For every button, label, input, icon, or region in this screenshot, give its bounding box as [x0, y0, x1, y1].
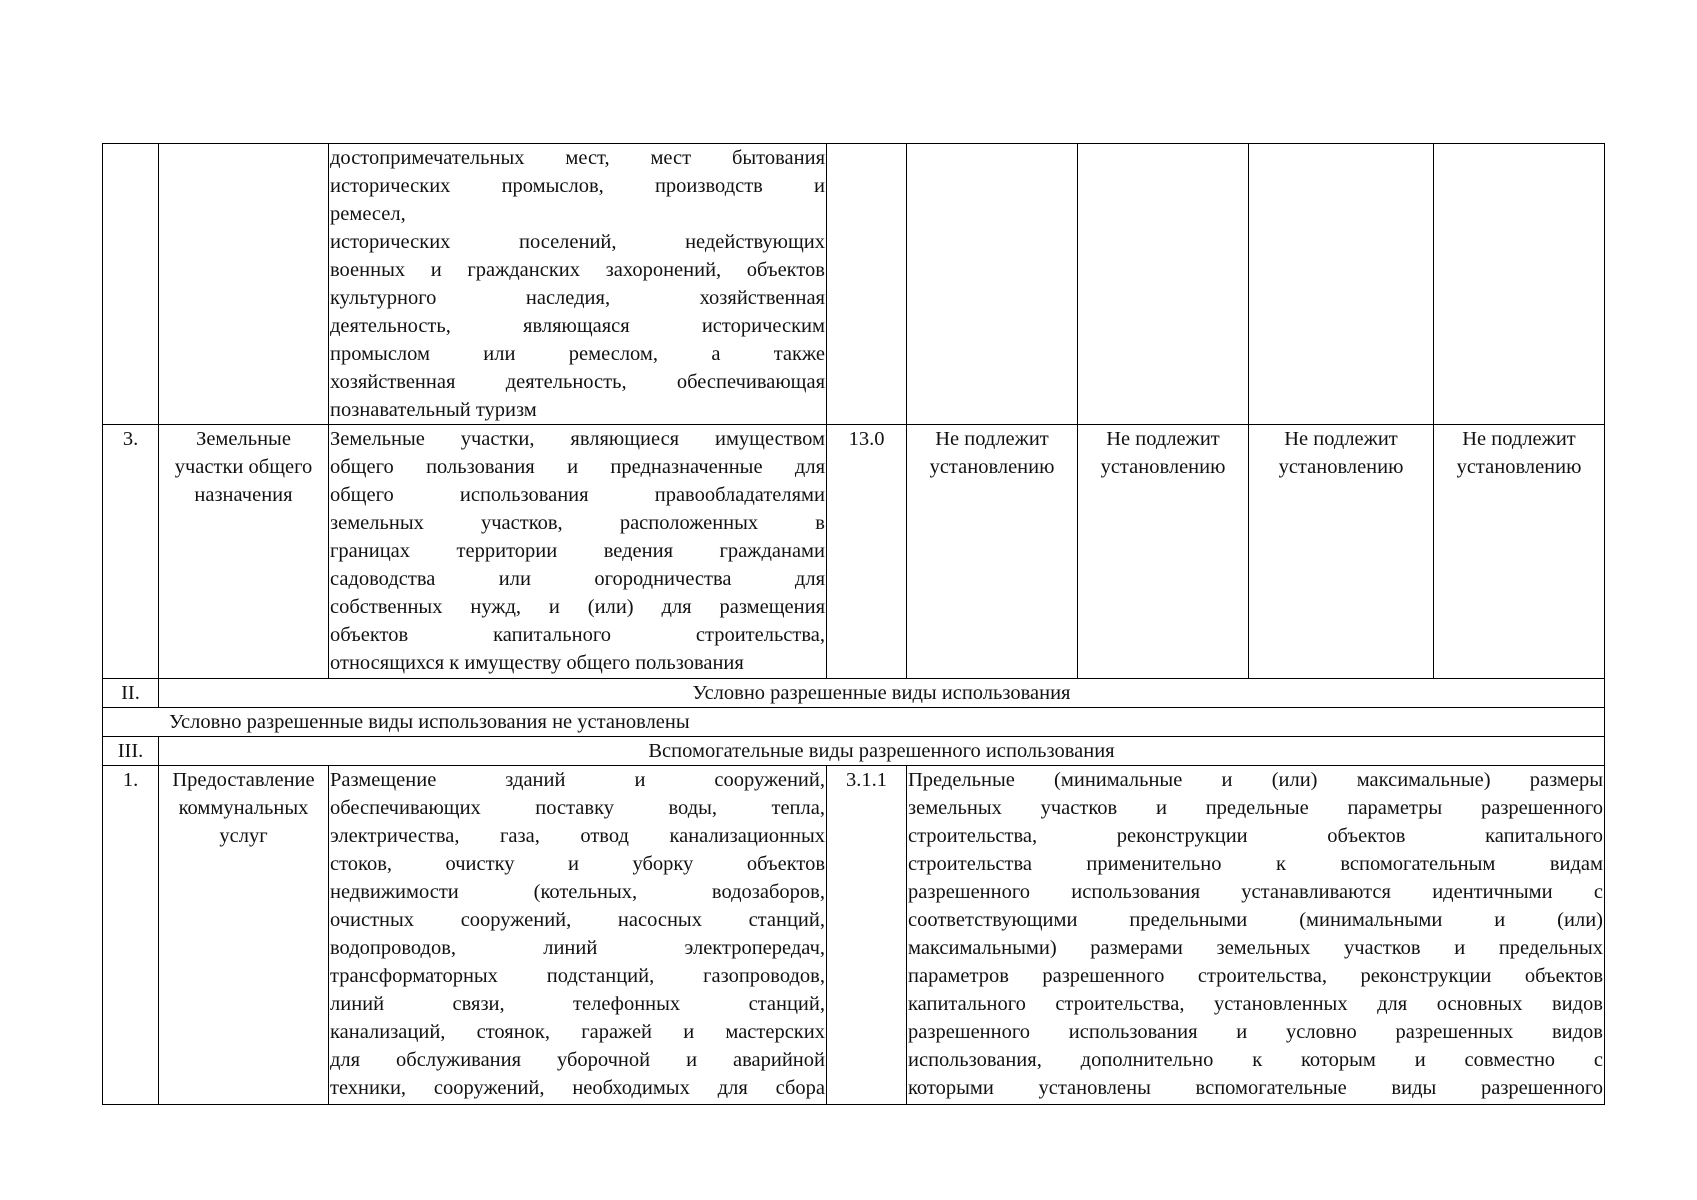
code-cell	[827, 144, 907, 425]
param-cell	[907, 144, 1078, 425]
description-line: промыслом или ремеслом, а также	[330, 343, 825, 365]
description-line: трансформаторных подстанций, газопроводов,	[330, 965, 825, 987]
description-line: Размещение зданий и сооружений,	[330, 769, 825, 791]
description-line: исторических промыслов, производств и	[330, 175, 825, 197]
name-cell	[159, 144, 329, 425]
description-line: обеспечивающих поставку воды, тепла,	[330, 797, 825, 819]
description-line: границах территории ведения гражданами	[330, 540, 825, 562]
description-line: земельных участков, расположенных в	[330, 512, 825, 534]
table-row	[103, 766, 1605, 1105]
params-line: земельных участков и предельные параметры разрешенного	[908, 797, 1603, 819]
description-cell	[329, 766, 827, 1105]
description-line: линий связи, телефонных станций,	[330, 993, 825, 1015]
description-line: техники, сооружений, необходимых для сбора	[330, 1077, 825, 1099]
description-line: ремесел,	[330, 203, 406, 225]
param-cell	[1078, 144, 1249, 425]
description-line: культурного наследия, хозяйственная	[330, 287, 825, 309]
params-line: использования, дополнительно к которым и совместно с	[908, 1049, 1603, 1071]
table-row	[103, 425, 1605, 679]
description-line: достопримечательных мест, мест бытования	[330, 147, 825, 169]
description-cell	[329, 425, 827, 679]
section-title: Вспомогательные виды разрешенного использования	[159, 737, 1605, 766]
section-note: Условно разрешенные виды использования не установлены	[103, 708, 1605, 737]
params-line: строительства, реконструкции объектов капитального	[908, 825, 1603, 847]
description-line: садоводства или огородничества для	[330, 568, 825, 590]
param-cell: Не подлежит установлению	[1434, 425, 1605, 679]
section-title: Условно разрешенные виды использования	[159, 679, 1605, 708]
description-line: канализаций, стоянок, гаражей и мастерских	[330, 1021, 825, 1043]
row-number: 1.	[103, 766, 159, 1105]
params-line: которыми установлены вспомогательные виды разрешенного	[908, 1077, 1603, 1099]
description-line: хозяйственная деятельность, обеспечивающая	[330, 371, 825, 393]
description-line: для обслуживания уборочной и аварийной	[330, 1049, 825, 1071]
params-cell	[907, 766, 1605, 1105]
params-line: параметров разрешенного строительства, реконструкции объектов	[908, 965, 1603, 987]
land-use-table	[102, 143, 1605, 1105]
description-line: общего использования правообладателями	[330, 484, 825, 506]
description-line: деятельность, являющаяся историческим	[330, 315, 825, 337]
params-line: строительства применительно к вспомогательным видам	[908, 853, 1603, 875]
row-number: 3.	[103, 425, 159, 679]
param-cell	[1434, 144, 1605, 425]
description-cell	[329, 144, 827, 425]
param-cell: Не подлежит установлению	[1078, 425, 1249, 679]
description-line: водопроводов, линий электропередач,	[330, 937, 825, 959]
description-line: Земельные участки, являющиеся имуществом	[330, 428, 825, 450]
description-line: познавательный туризм	[330, 399, 537, 421]
land-use-name: Земельные участки общего назначения	[159, 425, 329, 679]
description-line: недвижимости (котельных, водозаборов,	[330, 881, 825, 903]
param-cell: Не подлежит установлению	[907, 425, 1078, 679]
section-header-row	[103, 737, 1605, 766]
section-header-row	[103, 679, 1605, 708]
description-line: электричества, газа, отвод канализационных	[330, 825, 825, 847]
description-line: относящихся к имуществу общего пользования	[330, 652, 744, 674]
num-cell	[103, 144, 159, 425]
description-line: военных и гражданских захоронений, объектов	[330, 259, 825, 281]
code-cell: 13.0	[827, 425, 907, 679]
description-line: исторических поселений, недействующих	[330, 231, 825, 253]
param-cell: Не подлежит установлению	[1249, 425, 1434, 679]
param-cell	[1249, 144, 1434, 425]
description-line: общего пользования и предназначенные для	[330, 456, 825, 478]
section-number: III.	[103, 737, 159, 766]
section-number: II.	[103, 679, 159, 708]
params-line: капитального строительства, установленных для основных видов	[908, 993, 1603, 1015]
description-line: объектов капитального строительства,	[330, 624, 825, 646]
description-line: очистных сооружений, насосных станций,	[330, 909, 825, 931]
params-line: разрешенного использования устанавливаются идентичными с	[908, 881, 1603, 903]
section-note-row	[103, 708, 1605, 737]
params-line: Предельные (минимальные и (или) максимальные) размеры	[908, 769, 1603, 791]
table-row	[103, 144, 1605, 425]
description-line: собственных нужд, и (или) для размещения	[330, 596, 825, 618]
code-cell: 3.1.1	[827, 766, 907, 1105]
description-line: стоков, очистку и уборку объектов	[330, 853, 825, 875]
land-use-name: Предоставление коммунальных услуг	[159, 766, 329, 1105]
params-line: соответствующими предельными (минимальными и (или)	[908, 909, 1603, 931]
params-line: разрешенного использования и условно разрешенных видов	[908, 1021, 1603, 1043]
params-line: максимальными) размерами земельных участков и предельных	[908, 937, 1603, 959]
